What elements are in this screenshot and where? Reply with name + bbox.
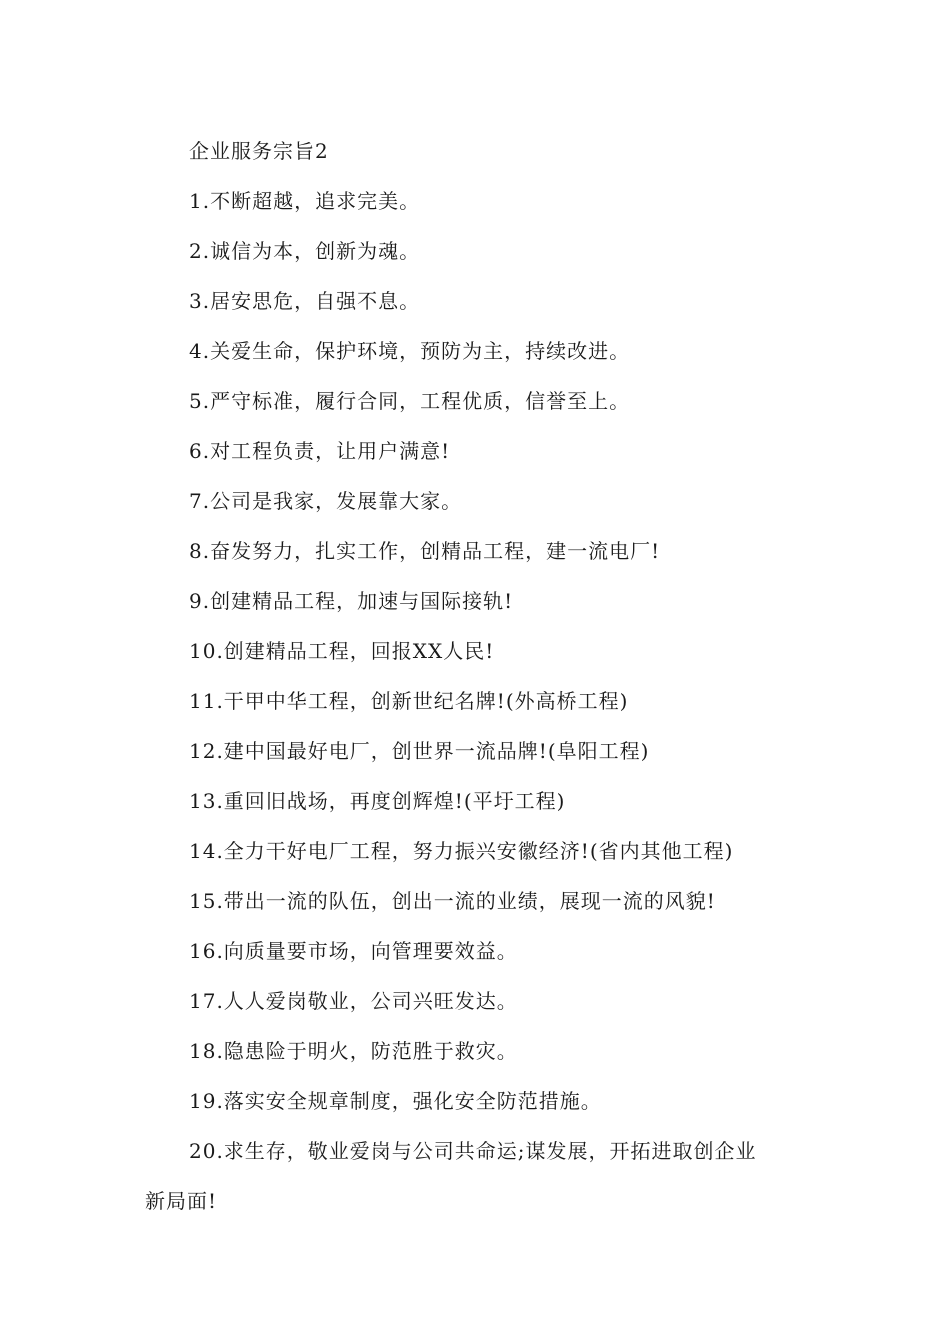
list-item-20 <box>145 1136 815 1216</box>
list-item: 11.干甲中华工程，创新世纪名牌!(外高桥工程) <box>189 689 629 713</box>
list-item: 9.创建精品工程，加速与国际接轨! <box>189 589 514 613</box>
list-item: 13.重回旧战场，再度创辉煌!(平圩工程) <box>189 789 566 813</box>
list-item: 10.创建精品工程，回报XX人民! <box>189 639 495 663</box>
list-item: 6.对工程负责，让用户满意! <box>189 439 451 463</box>
list-item: 12.建中国最好电厂，创世界一流品牌!(阜阳工程) <box>189 739 650 763</box>
list-item: 4.关爱生命，保护环境，预防为主，持续改进。 <box>189 339 631 363</box>
list-item: 15.带出一流的队伍，创出一流的业绩，展现一流的风貌! <box>189 889 716 913</box>
list-item: 14.全力干好电厂工程，努力振兴安徽经济!(省内其他工程) <box>189 839 734 863</box>
list-item: 16.向质量要市场，向管理要效益。 <box>189 939 518 963</box>
list-item: 17.人人爱岗敬业，公司兴旺发达。 <box>189 989 518 1013</box>
list-item: 7.公司是我家，发展靠大家。 <box>189 489 463 513</box>
list-item: 5.严守标准，履行合同，工程优质，信誉至上。 <box>189 389 631 413</box>
list-item: 8.奋发努力，扎实工作，创精品工程，建一流电厂! <box>189 539 661 563</box>
list-item-20-line1: 20.求生存，敬业爱岗与公司共命运;谋发展，开拓进取创企业 <box>189 1139 757 1163</box>
list-item: 2.诚信为本，创新为魂。 <box>189 239 421 263</box>
item-list <box>0 186 950 1136</box>
list-item: 18.隐患险于明火，防范胜于救灾。 <box>189 1039 518 1063</box>
list-item: 3.居安思危，自强不息。 <box>189 289 421 313</box>
list-item-20-line2: 新局面! <box>145 1189 218 1213</box>
list-item: 1.不断超越，追求完美。 <box>189 189 421 213</box>
document-title: 企业服务宗旨2 <box>189 139 329 163</box>
list-item: 19.落实安全规章制度，强化安全防范措施。 <box>189 1089 602 1113</box>
